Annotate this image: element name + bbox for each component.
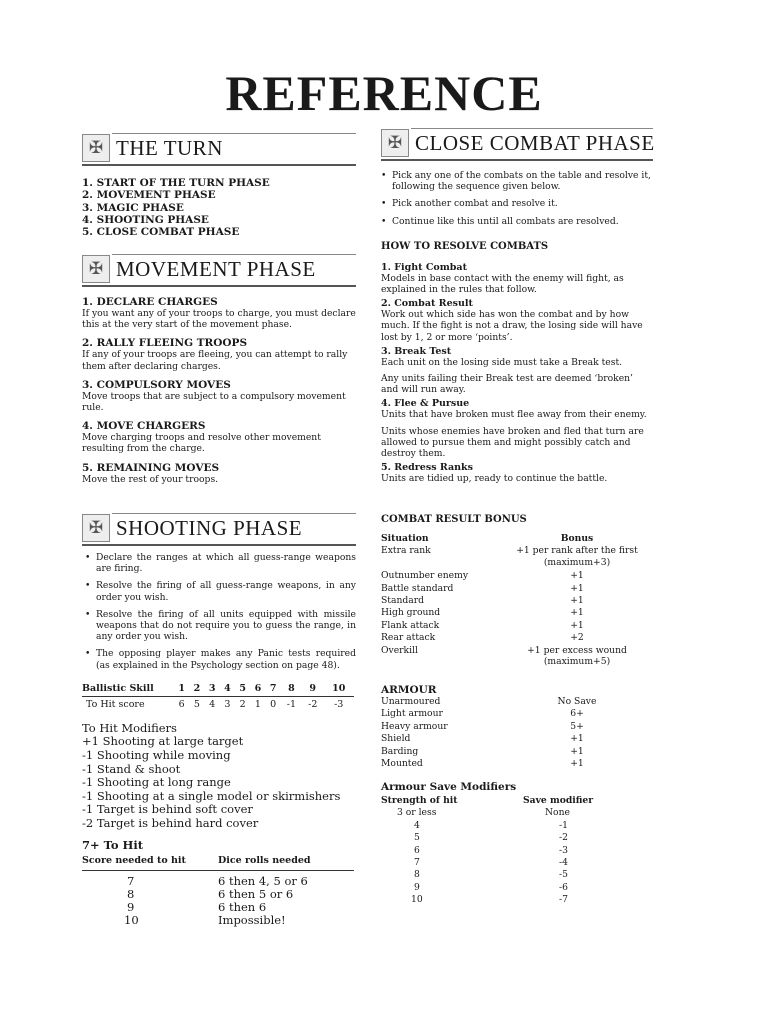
armour-type-cell: Heavy armour bbox=[381, 720, 448, 732]
to-hit-value: 1 bbox=[254, 698, 261, 710]
score-cell: 8 bbox=[127, 886, 135, 901]
bonus-cell: +1 per rank after the first (maximum+3) bbox=[516, 545, 638, 568]
modifier-cell: -3 bbox=[559, 844, 568, 856]
table-row bbox=[381, 533, 653, 545]
to-hit-modifiers bbox=[82, 722, 356, 831]
ballistic-skill-table bbox=[82, 681, 354, 712]
asm-col1: Strength of hit bbox=[381, 795, 458, 806]
bs-value: 4 bbox=[220, 681, 235, 697]
crossed-swords-icon: ✠ bbox=[82, 255, 110, 283]
strength-cell: 8 bbox=[414, 869, 420, 881]
armour-table bbox=[381, 696, 653, 770]
table-row bbox=[82, 901, 354, 914]
step-heading: 5. REMAINING MOVES bbox=[82, 461, 220, 474]
dice-cell: Impossible! bbox=[218, 912, 286, 927]
turn-phase-item: 4. SHOOTING PHASE bbox=[82, 213, 209, 226]
table-row bbox=[381, 857, 653, 869]
the-turn-section bbox=[82, 132, 356, 238]
strength-cell: 4 bbox=[414, 819, 420, 831]
close-combat-title: CLOSE COMBAT PHASE bbox=[415, 130, 655, 155]
close-combat-bullet: • Continue like this until all combats are resolved. bbox=[392, 216, 653, 227]
strength-cell: 3 or less bbox=[397, 807, 437, 819]
table-row bbox=[381, 583, 653, 595]
armour-type-cell: Mounted bbox=[381, 758, 423, 770]
movement-banner bbox=[82, 253, 356, 287]
step-text: Models in base contact with the enemy will fight, as explained in the rules that follow. bbox=[381, 272, 624, 296]
situation-cell: Extra rank bbox=[381, 545, 431, 557]
step-heading: 3. COMPULSORY MOVES bbox=[82, 378, 231, 391]
to-hit-value: 0 bbox=[270, 698, 277, 710]
movement-step bbox=[82, 296, 356, 330]
situation-cell: Flank attack bbox=[381, 619, 440, 631]
strength-cell: 10 bbox=[411, 894, 423, 906]
strength-cell: 7 bbox=[414, 857, 420, 869]
movement-title: MOVEMENT PHASE bbox=[116, 256, 316, 281]
shooting-title: SHOOTING PHASE bbox=[116, 515, 303, 540]
crossed-swords-icon: ✠ bbox=[82, 514, 110, 542]
combat-step bbox=[381, 298, 653, 343]
step-heading: 4. MOVE CHARGERS bbox=[82, 420, 206, 433]
armour-type-cell: Unarmoured bbox=[381, 696, 441, 707]
step-text: Each unit on the losing side must take a Break test. bbox=[381, 356, 623, 368]
close-combat-section bbox=[381, 127, 653, 484]
bs-value: 10 bbox=[323, 681, 354, 697]
table-row bbox=[82, 888, 354, 901]
how-to-resolve-heading: HOW TO RESOLVE COMBATS bbox=[381, 240, 549, 252]
bs-value: 7 bbox=[266, 681, 281, 697]
step-text: Units that have broken must flee away from their enemy. bbox=[381, 409, 647, 421]
step-text: If you want any of your troops to charge, you must declare this at the very start of the movement phase. bbox=[82, 308, 356, 331]
strength-cell: 5 bbox=[414, 832, 420, 844]
turn-phase-item: 2. MOVEMENT PHASE bbox=[82, 189, 216, 202]
step-heading: 1. DECLARE CHARGES bbox=[82, 296, 218, 308]
movement-step bbox=[82, 379, 356, 413]
to-hit-value: 6 bbox=[178, 698, 185, 710]
armour-save-modifiers-table bbox=[381, 795, 653, 907]
shooting-bullet: • Declare the ranges at which all guess-range weapons are firing. bbox=[96, 552, 356, 574]
combat-step bbox=[381, 346, 653, 396]
modifier-cell: -6 bbox=[559, 881, 568, 893]
modifier-cell: -7 bbox=[559, 894, 568, 906]
armour-save-cell: No Save bbox=[557, 696, 597, 707]
modifier-line: -2 Target is behind hard cover bbox=[82, 815, 259, 830]
crb-col2: Bonus bbox=[560, 533, 594, 544]
modifier-cell: -1 bbox=[559, 819, 568, 831]
situation-cell: Battle standard bbox=[381, 582, 454, 594]
combat-step bbox=[381, 262, 653, 295]
step-text: Units are tidied up, ready to continue the battle. bbox=[381, 473, 608, 485]
combat-result-bonus-section bbox=[381, 514, 653, 667]
table-row bbox=[82, 681, 354, 697]
step-heading: 4. Flee & Pursue bbox=[381, 398, 470, 410]
situation-cell: High ground bbox=[381, 607, 441, 619]
armour-save-cell: 6+ bbox=[570, 708, 584, 720]
close-combat-bullet: • Pick another combat and resolve it. bbox=[392, 198, 653, 209]
bonus-cell: +1 bbox=[570, 582, 584, 594]
table-row bbox=[381, 708, 653, 720]
to-hit-value: -2 bbox=[308, 698, 318, 710]
turn-phase-item: 3. MAGIC PHASE bbox=[82, 201, 184, 214]
seven-plus-heading: 7+ To Hit bbox=[82, 837, 144, 852]
to-hit-value: -3 bbox=[334, 698, 344, 710]
the-turn-banner bbox=[82, 132, 356, 166]
table-row bbox=[381, 570, 653, 582]
turn-phase-item: 5. CLOSE COMBAT PHASE bbox=[82, 226, 240, 239]
armour-heading: ARMOUR bbox=[381, 684, 437, 696]
table-row bbox=[381, 746, 653, 758]
to-hit-value: 2 bbox=[239, 698, 246, 710]
bonus-cell: +1 per excess wound (maximum+5) bbox=[527, 644, 627, 668]
modifier-cell: -2 bbox=[559, 832, 568, 844]
asm-col2: Save modifier bbox=[523, 795, 594, 806]
table-row bbox=[381, 696, 653, 708]
table-row bbox=[381, 632, 653, 644]
asm-heading: Armour Save Modifiers bbox=[381, 781, 517, 793]
modifier-line: +1 Shooting at large target bbox=[82, 734, 244, 749]
combat-result-table bbox=[381, 533, 653, 667]
table-row bbox=[82, 854, 354, 871]
step-text: Move troops that are subject to a compulsory movement rule. bbox=[82, 390, 346, 414]
movement-step bbox=[82, 420, 356, 454]
bonus-cell: +1 bbox=[570, 570, 584, 582]
armour-save-cell: +1 bbox=[570, 758, 584, 770]
close-combat-banner bbox=[381, 127, 653, 161]
bs-value: 2 bbox=[189, 681, 204, 697]
situation-cell: Outnumber enemy bbox=[381, 570, 469, 582]
table-row bbox=[82, 914, 354, 927]
bs-value: 3 bbox=[205, 681, 220, 697]
score-cell: 10 bbox=[124, 912, 139, 927]
step-text: Move charging troops and resolve other movement resulting from the charge. bbox=[82, 432, 321, 455]
situation-cell: Overkill bbox=[381, 644, 418, 656]
situation-cell: Standard bbox=[381, 595, 425, 607]
crb-col1: Situation bbox=[381, 533, 429, 544]
table-row bbox=[381, 845, 653, 857]
shooting-bullets bbox=[82, 552, 356, 671]
combat-step bbox=[381, 398, 653, 459]
table-row bbox=[381, 595, 653, 607]
bs-value: 1 bbox=[174, 681, 189, 697]
combat-steps bbox=[381, 262, 653, 485]
modifier-line: -1 Target is behind soft cover bbox=[82, 802, 253, 817]
bs-value: 5 bbox=[235, 681, 250, 697]
armour-save-modifiers-section bbox=[381, 781, 653, 907]
crossed-swords-icon: ✠ bbox=[82, 134, 110, 162]
bonus-cell: +1 bbox=[570, 607, 584, 619]
page-title: REFERENCE bbox=[225, 65, 543, 121]
armour-save-cell: +1 bbox=[570, 745, 584, 757]
table-row bbox=[381, 758, 653, 770]
to-hit-label: To Hit score bbox=[86, 698, 145, 710]
modifier-line: -1 Shooting at a single model or skirmishers bbox=[82, 788, 341, 803]
movement-step bbox=[82, 462, 356, 485]
combat-step bbox=[381, 462, 653, 484]
armour-type-cell: Shield bbox=[381, 733, 411, 745]
score-cell: 9 bbox=[127, 899, 135, 914]
table-row bbox=[381, 620, 653, 632]
step-text: Units whose enemies have broken and fled that turn are allowed to pursue them and might possibly catch and destroy them. bbox=[381, 425, 644, 460]
step-heading: 2. Combat Result bbox=[381, 298, 473, 310]
bs-value: 8 bbox=[281, 681, 302, 697]
step-heading: 3. Break Test bbox=[381, 345, 452, 357]
crb-heading: COMBAT RESULT BONUS bbox=[381, 514, 527, 525]
table-row bbox=[82, 696, 354, 712]
table-row bbox=[381, 807, 653, 819]
bonus-cell: +1 bbox=[570, 619, 584, 631]
step-text: Any units failing their Break test are deemed ‘broken’ and will run away. bbox=[381, 373, 633, 396]
to-hit-value: 3 bbox=[224, 698, 231, 710]
to-hit-value: 5 bbox=[193, 698, 200, 710]
armour-type-cell: Light armour bbox=[381, 708, 443, 720]
close-combat-bullet: • Pick any one of the combats on the table and resolve it, following the sequence given below. bbox=[392, 170, 653, 192]
table-row bbox=[381, 607, 653, 619]
bonus-cell: +2 bbox=[570, 632, 584, 644]
dice-cell: 6 then 5 or 6 bbox=[218, 886, 294, 901]
to-hit-value: -1 bbox=[286, 698, 297, 710]
close-combat-bullets bbox=[381, 170, 653, 227]
seven-plus-col2: Dice rolls needed bbox=[218, 854, 354, 871]
bonus-cell: +1 bbox=[570, 595, 584, 607]
movement-section bbox=[82, 253, 356, 492]
table-row bbox=[381, 820, 653, 832]
table-row bbox=[82, 875, 354, 888]
modifiers-heading: To Hit Modifiers bbox=[82, 720, 177, 735]
armour-type-cell: Barding bbox=[381, 745, 419, 757]
situation-cell: Rear attack bbox=[381, 632, 436, 644]
seven-plus-col1: Score needed to hit bbox=[82, 854, 218, 871]
table-row bbox=[381, 733, 653, 745]
bs-value: 9 bbox=[302, 681, 323, 697]
shooting-bullet: • Resolve the firing of all guess-range weapons, in any order you wish. bbox=[96, 580, 356, 602]
table-row bbox=[381, 832, 653, 844]
step-text: If any of your troops are fleeing, you can attempt to rally them after declaring charges. bbox=[82, 349, 348, 372]
table-row bbox=[381, 545, 653, 570]
movement-step bbox=[82, 337, 356, 371]
shooting-bullet: • The opposing player makes any Panic tests required (as explained in the Psychology section on page 48). bbox=[96, 648, 356, 670]
table-row bbox=[381, 795, 653, 807]
modifier-line: -1 Shooting at long range bbox=[82, 775, 231, 790]
the-turn-title: THE TURN bbox=[116, 135, 223, 160]
strength-cell: 6 bbox=[414, 844, 420, 856]
score-cell: 7 bbox=[127, 873, 135, 888]
to-hit-value: 4 bbox=[209, 698, 216, 710]
shooting-banner bbox=[82, 512, 356, 546]
step-heading: 1. Fight Combat bbox=[381, 261, 467, 273]
table-row bbox=[381, 882, 653, 894]
step-text: Move the rest of your troops. bbox=[82, 473, 219, 485]
seven-plus-table bbox=[82, 854, 354, 927]
table-row bbox=[381, 721, 653, 733]
step-heading: 5. Redress Ranks bbox=[381, 462, 473, 474]
bs-label: Ballistic Skill bbox=[82, 681, 174, 697]
armour-save-cell: +1 bbox=[570, 733, 584, 745]
step-text: Work out which side has won the combat and by how much. If the fight is not a draw, the losing side will have lost by 1, 2 or more ‘points’. bbox=[381, 309, 643, 343]
step-heading: 2. RALLY FLEEING TROOPS bbox=[82, 337, 248, 350]
dice-cell: 6 then 4, 5 or 6 bbox=[218, 873, 308, 888]
turn-phase-list bbox=[82, 177, 356, 238]
table-row bbox=[381, 869, 653, 881]
table-row bbox=[381, 645, 653, 668]
armour-save-cell: 5+ bbox=[570, 720, 584, 732]
modifier-line: -1 Shooting while moving bbox=[82, 748, 231, 763]
strength-cell: 9 bbox=[414, 881, 420, 893]
armour-section bbox=[381, 684, 653, 770]
shooting-bullet: • Resolve the firing of all units equipped with missile weapons that do not require you to guess the range, in any order you wish. bbox=[96, 609, 356, 643]
movement-steps bbox=[82, 296, 356, 485]
crossed-swords-icon: ✠ bbox=[381, 129, 409, 157]
dice-cell: 6 then 6 bbox=[218, 899, 267, 914]
modifier-cell: -5 bbox=[559, 869, 568, 881]
modifier-cell: None bbox=[545, 807, 570, 819]
table-row bbox=[381, 894, 653, 906]
shooting-section bbox=[82, 512, 356, 927]
modifier-cell: -4 bbox=[559, 857, 568, 869]
modifier-line: -1 Stand & shoot bbox=[82, 761, 181, 776]
turn-phase-item: 1. START OF THE TURN PHASE bbox=[82, 177, 270, 189]
bs-value: 6 bbox=[250, 681, 265, 697]
